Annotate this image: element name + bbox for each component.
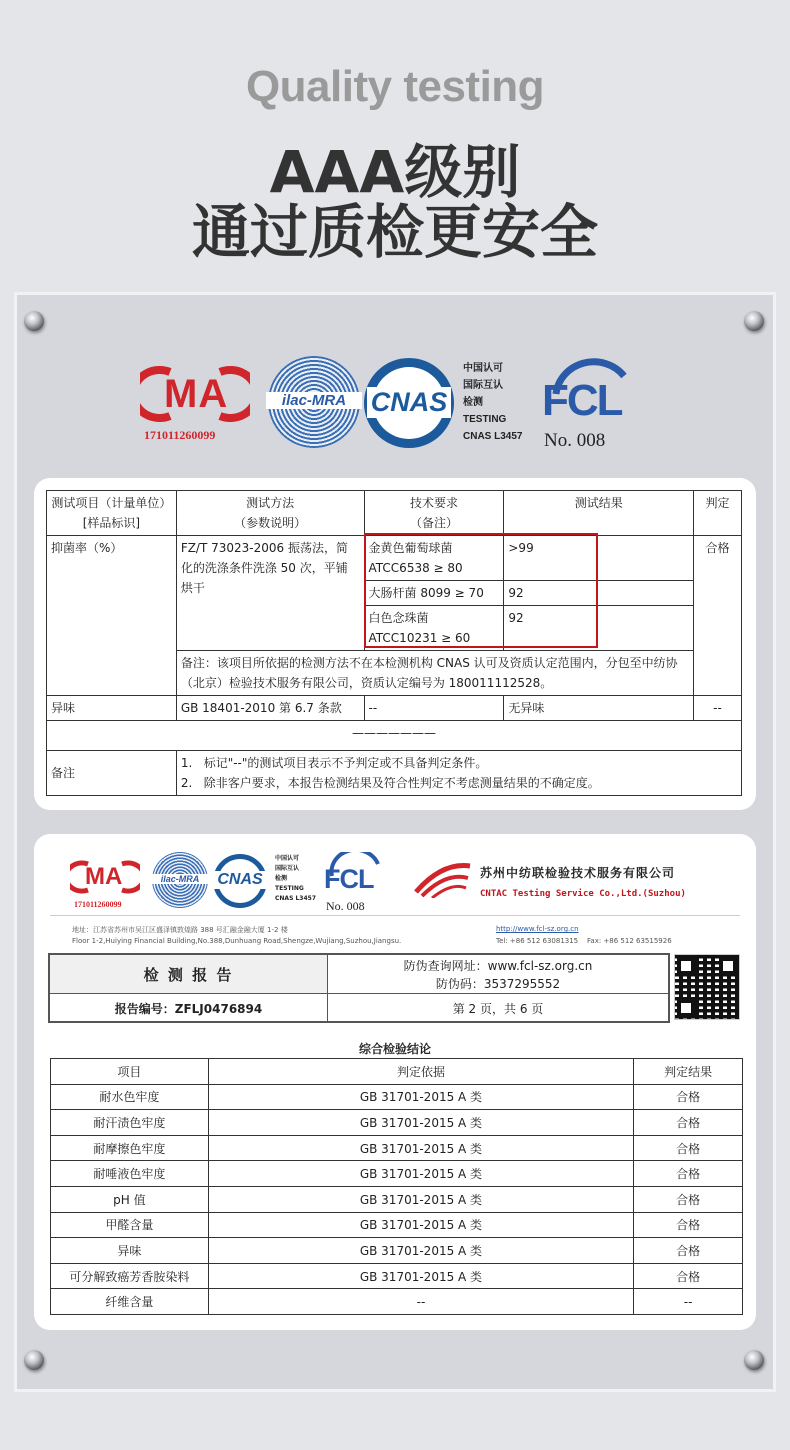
- cell-item: pH 值: [51, 1186, 209, 1212]
- table-header-row: [47, 491, 742, 536]
- column-header: 判定结果: [634, 1059, 743, 1085]
- cell-item: 异味: [47, 696, 177, 721]
- cnas-caption-line: 中国认可: [463, 363, 503, 374]
- fcl-number: No. 008: [326, 899, 365, 913]
- certification-logos: [0, 352, 790, 462]
- table-row: [47, 721, 742, 751]
- report-title-cell: [50, 955, 328, 994]
- cell-item: 纤维含量: [51, 1289, 209, 1315]
- company-name-cn: 苏州中纺联检验技术服务有限公司: [480, 866, 676, 880]
- tel-fax: Tel: +86 512 63081315 Fax: +86 512 63515926: [496, 937, 672, 945]
- cell-basis: GB 31701-2015 A 类: [208, 1110, 633, 1136]
- company-swoosh-icon: [412, 858, 472, 898]
- cell-basis: GB 31701-2015 A 类: [208, 1084, 633, 1110]
- remark-line: 2. 除非客户要求，本报告检测结果及符合性判定不考虑测量结果的不确定度。: [180, 776, 600, 790]
- cnas-text: CNAS: [213, 871, 267, 889]
- cell-item: 甲醛含量: [51, 1212, 209, 1238]
- cnas-caption-line: CNAS L3457: [275, 895, 317, 902]
- cell-result: 合格: [634, 1084, 743, 1110]
- header-text: 技术要求: [409, 496, 458, 510]
- cell-result: --: [634, 1289, 743, 1315]
- cnas-caption-small: [275, 854, 316, 904]
- cnas-caption-line: TESTING: [463, 414, 507, 425]
- header-text: （参数说明）: [234, 516, 307, 530]
- fcl-logo: [538, 356, 638, 456]
- cell-item: 抑菌率（%）: [47, 536, 177, 696]
- page-info: 第 2 页，共 6 页: [452, 1002, 544, 1016]
- report-number-cell: [50, 994, 328, 1021]
- cell-item: 异味: [51, 1238, 209, 1264]
- page-info-cell: [328, 994, 668, 1021]
- cell-basis: --: [208, 1289, 633, 1315]
- remark-line: 1. 标记"--"的测试项目表示不予判定或不具备判定条件。: [180, 756, 488, 770]
- cell-divider: ———————: [47, 721, 742, 751]
- table-row: [51, 1135, 743, 1161]
- cnas-caption-line: 国际互认: [463, 380, 503, 391]
- cell-judge: 合格: [694, 536, 742, 696]
- cell-judge: --: [694, 696, 742, 721]
- fcl-logo-small: [322, 852, 386, 914]
- cma-number: 171011260099: [144, 428, 216, 442]
- cell-item: 可分解致癌芳香胺染料: [51, 1263, 209, 1289]
- header-requirement: [364, 491, 504, 536]
- column-header: 项目: [51, 1059, 209, 1085]
- header-text: [样品标识]: [82, 516, 141, 530]
- table-row: [51, 1263, 743, 1289]
- ilac-mra-logo: [268, 356, 360, 448]
- cnas-text: CNAS: [367, 387, 451, 418]
- conclusion-title: 综合检验结论: [358, 1042, 431, 1056]
- address-cn: 地址：江苏省苏州市吴江区盛泽镇敦煌路 388 号汇融金融大厦 1-2 楼: [72, 926, 288, 934]
- cell-item: 耐水色牢度: [51, 1084, 209, 1110]
- anti-fake-url: 防伪查询网址：www.fcl-sz.org.cn: [403, 959, 593, 973]
- company-logo: [412, 858, 472, 898]
- cell-result: 无异味: [504, 696, 694, 721]
- cell-result: 合格: [634, 1263, 743, 1289]
- qr-finder: [677, 957, 695, 975]
- cell-requirement: 大肠杆菌 8099 ≥ 70: [364, 581, 504, 606]
- ilac-mra-text: ilac-MRA: [266, 392, 362, 409]
- company-name-en: CNTAC Testing Service Co.,Ltd.(Suzhou): [480, 889, 686, 899]
- table-row: [51, 1110, 743, 1136]
- cell-remarks: [176, 751, 741, 796]
- cell-basis: GB 31701-2015 A 类: [208, 1238, 633, 1264]
- table-row: [51, 1238, 743, 1264]
- cell-basis: GB 31701-2015 A 类: [208, 1212, 633, 1238]
- cma-text: MA: [85, 863, 123, 890]
- address-en: Floor 1-2,Huiying Financial Building,No.388,Dunhuang Road,Shengze,Wujiang,Suzhou,Jiangsu.: [72, 937, 402, 945]
- header-result: 测试结果: [504, 491, 694, 536]
- cnas-caption-line: 国际互认: [275, 865, 300, 872]
- cell-remarks-label: 备注: [47, 751, 177, 796]
- table-row: [51, 1084, 743, 1110]
- highlight-box: [364, 533, 598, 648]
- report-title-box: [48, 953, 670, 1023]
- cell-result: >99: [504, 536, 694, 581]
- cell-basis: GB 31701-2015 A 类: [208, 1263, 633, 1289]
- cell-result: 合格: [634, 1110, 743, 1136]
- report-number: 报告编号：ZFLJ0476894: [114, 1002, 263, 1016]
- cnas-caption-line: CNAS L3457: [463, 431, 523, 442]
- cell-result: 合格: [634, 1161, 743, 1187]
- cell-basis: GB 31701-2015 A 类: [208, 1186, 633, 1212]
- cell-basis: GB 31701-2015 A 类: [208, 1161, 633, 1187]
- table-row: [47, 751, 742, 796]
- cnas-caption-line: 检测: [275, 875, 288, 882]
- fcl-text: FCL: [542, 376, 622, 425]
- title-chinese-line1: AAA级别: [269, 138, 521, 206]
- table-row: [51, 1212, 743, 1238]
- qr-code-icon: [674, 954, 740, 1020]
- cell-result: 合格: [634, 1212, 743, 1238]
- header-text: 测试项目（计量单位）: [51, 496, 172, 510]
- header-method: [176, 491, 364, 536]
- table-row: [47, 696, 742, 721]
- cell-requirement: --: [364, 696, 504, 721]
- cell-result: 合格: [634, 1135, 743, 1161]
- cnas-caption: [463, 360, 522, 445]
- fcl-number: No. 008: [544, 430, 606, 451]
- cell-basis: GB 31701-2015 A 类: [208, 1135, 633, 1161]
- cell-item: 耐摩擦色牢度: [51, 1135, 209, 1161]
- cell-result: 合格: [634, 1238, 743, 1264]
- cell-note: 备注：该项目所依据的检测方法不在本检测机构 CNAS 认可及资质认定范围内，分包至中纺协（北京）检验技术服务有限公司，资质认定编号为 180011112528。: [176, 651, 693, 696]
- screw-icon: [24, 311, 44, 331]
- cell-result: 合格: [634, 1186, 743, 1212]
- ilac-mra-logo-small: [152, 852, 208, 908]
- column-header: 判定依据: [208, 1059, 633, 1085]
- cma-logo: [140, 366, 250, 446]
- conclusion-table: [50, 1058, 743, 1315]
- cma-logo-small: [70, 860, 140, 910]
- header-text: 测试方法: [246, 496, 295, 510]
- screw-icon: [24, 1350, 44, 1370]
- qr-finder: [719, 957, 737, 975]
- fcl-text: FCL: [324, 864, 374, 894]
- divider-line: [50, 915, 740, 916]
- cell-result: 92: [504, 606, 694, 651]
- cell-method: FZ/T 73023-2006 振荡法，简化的洗涤条件洗涤 50 次，平铺烘干: [176, 536, 364, 651]
- screw-icon: [744, 311, 764, 331]
- website-link[interactable]: http://www.fcl-sz.org.cn: [496, 925, 579, 933]
- qr-finder: [677, 999, 695, 1017]
- anti-fake-cell: [328, 955, 668, 994]
- cell-item: 耐汗渍色牢度: [51, 1110, 209, 1136]
- ilac-mra-text: ilac-MRA: [150, 874, 210, 884]
- table-header-row: [51, 1059, 743, 1085]
- header-text: （备注）: [409, 516, 458, 530]
- cnas-logo: [364, 358, 454, 448]
- cnas-caption-line: 检测: [463, 397, 483, 408]
- title-chinese-line2: 通过质检更安全: [191, 198, 598, 266]
- cnas-caption-line: 中国认可: [275, 855, 300, 862]
- cnas-caption-line: TESTING: [275, 885, 304, 892]
- cma-number: 171011260099: [74, 900, 122, 909]
- header-item: [47, 491, 177, 536]
- title-english: Quality testing: [245, 62, 545, 111]
- cell-requirement: 白色念珠菌 ATCC10231 ≥ 60: [364, 606, 504, 651]
- page-header: [0, 0, 790, 290]
- anti-fake-code: 防伪码：3537295552: [435, 977, 561, 991]
- report-logos: [70, 850, 390, 914]
- table-row: [51, 1161, 743, 1187]
- cell-requirement: 金黄色葡萄球菌 ATCC6538 ≥ 80: [364, 536, 504, 581]
- table-row: [51, 1186, 743, 1212]
- cell-item: 耐唾液色牢度: [51, 1161, 209, 1187]
- cell-method: GB 18401-2010 第 6.7 条款: [176, 696, 364, 721]
- cell-result: 92: [504, 581, 694, 606]
- cnas-logo-small: [213, 854, 267, 908]
- screw-icon: [744, 1350, 764, 1370]
- report-title: 检 测 报 告: [143, 966, 234, 984]
- header-judge: 判定: [694, 491, 742, 536]
- cma-text: MA: [164, 372, 229, 416]
- table-row: [51, 1289, 743, 1315]
